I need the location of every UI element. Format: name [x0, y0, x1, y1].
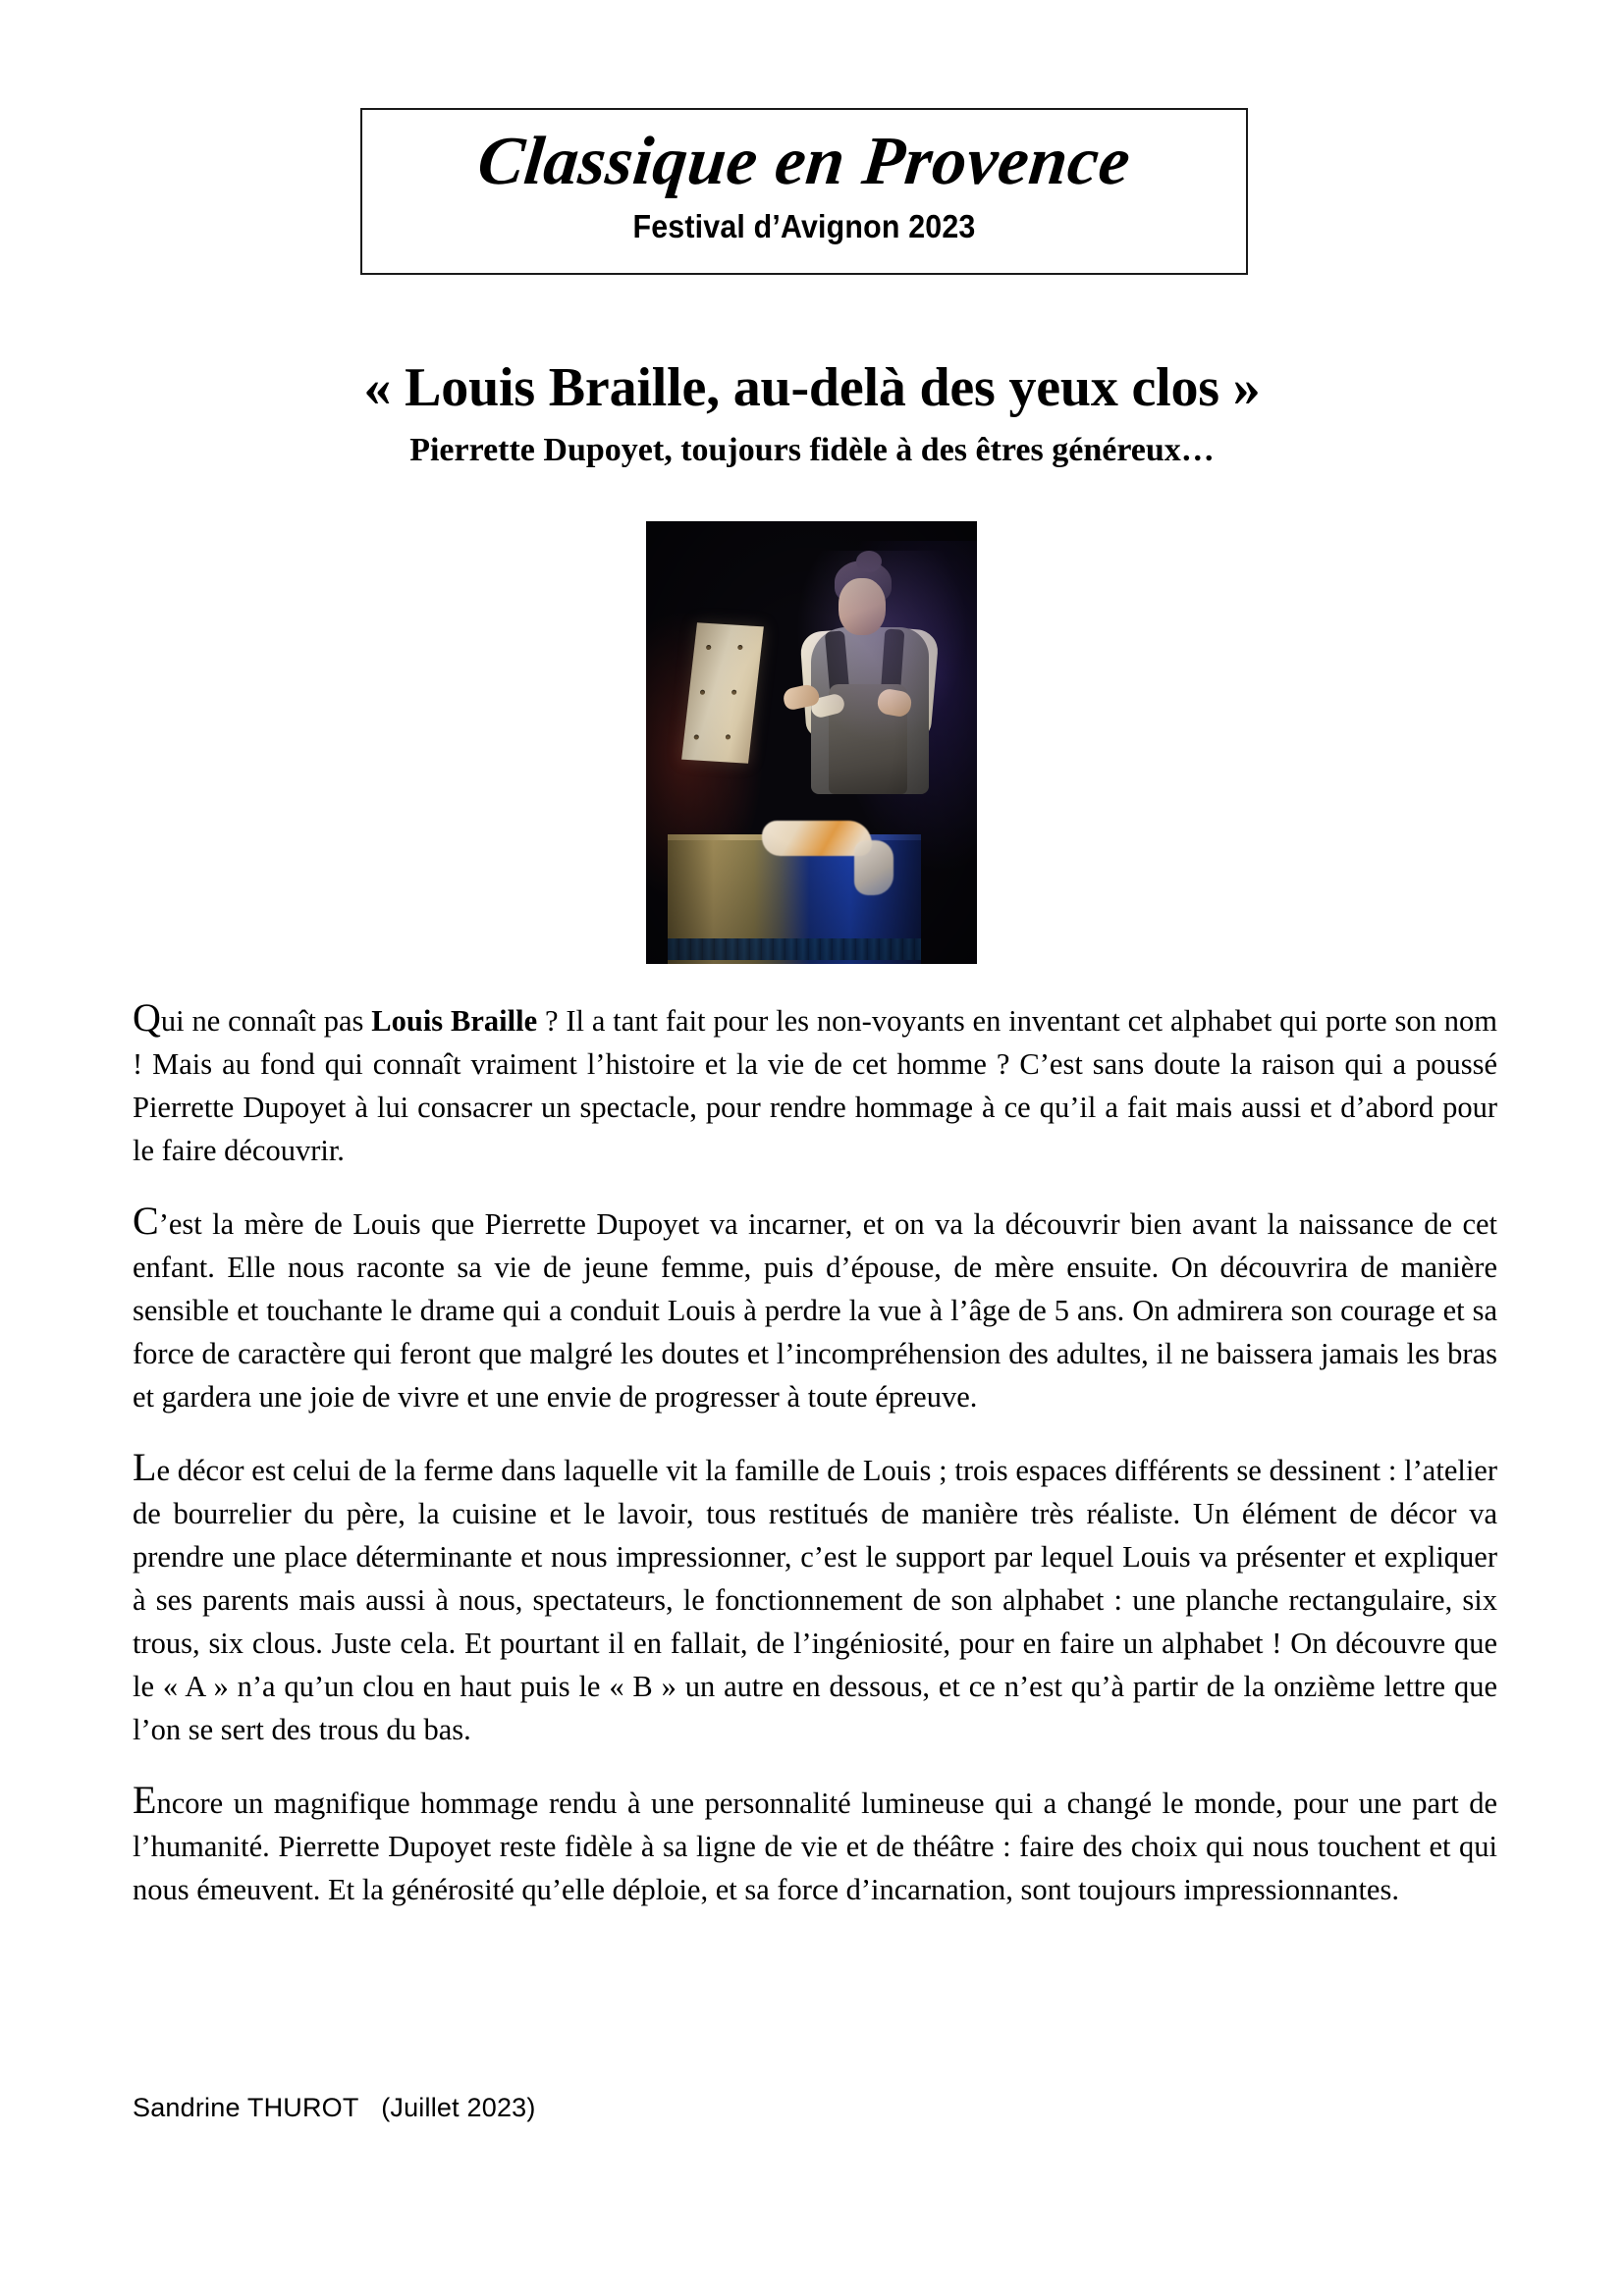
- plank-hole: [737, 645, 743, 650]
- paragraph-text: ncore un magnifique hommage rendu à une personnalité lumineuse qui a changé le monde, pour une part de l’humanité. Pierrette Dupoyet reste fidèle à sa ligne de vie et de théâtre : faire des choix qui nous touchent et qui nous émeuvent. Et la générosité qu’elle déploie, et sa force d’incarnation, sont toujours impressionnantes.: [133, 1787, 1497, 1906]
- article-paragraph: [133, 995, 1497, 1172]
- article-paragraph: [133, 1778, 1497, 1911]
- festival-brand-subtitle: Festival d’Avignon 2023: [632, 208, 976, 244]
- article-body: [133, 995, 1497, 1942]
- photo-canvas: [646, 521, 977, 964]
- paragraph-text: ’est la mère de Louis que Pierrette Dupoyet va incarner, et on va la découvrir bien avant la naissance de cet enfant. Elle nous raconte sa vie de jeune femme, puis d’épouse, de mère ensuite. On découvrira de manière sensible et touchante le drame qui a conduit Louis à perdre la vue à l’âge de 5 ans. On admirera son courage et sa force de caractère qui feront que malgré les doutes et l’incompréhension des adultes, il ne baissera jamais les bras et gardera une joie de vivre et une envie de progresser à toute épreuve.: [133, 1207, 1497, 1414]
- plank-hole: [706, 645, 712, 650]
- festival-header-box: [360, 108, 1248, 275]
- plank-hole: [693, 734, 699, 739]
- article-signature: Sandrine THUROT (Juillet 2023): [133, 2093, 536, 2122]
- article-subtitle: Pierrette Dupoyet, toujours fidèle à des êtres généreux…: [409, 432, 1215, 468]
- plank-hole: [700, 690, 706, 695]
- paragraph-initial-cap: Q: [133, 995, 161, 1040]
- plank-hole: [731, 690, 737, 695]
- paragraph-text: e décor est celui de la ferme dans laquelle vit la famille de Louis ; trois espaces différents se dessinent : l’atelier de bourrelier du père, la cuisine et le lavoir, tous restitués de manière très réaliste. Un élément de décor va prendre une place déterminante et nous impressionner, c’est le support par lequel Louis va présenter et expliquer à ses parents mais aussi à nous, spectateurs, le fonctionnement de son alphabet : une planche rectangulaire, six trous, six clous. Juste cela. Et pourtant il en fallait, de l’ingéniosité, pour en faire un alphabet ! On découvre que le « A » n’a qu’un clou en haut puis le « B » un autre en dessous, et ce n’est qu’à partir de la onzième lettre que l’on se sert des trous du bas.: [133, 1454, 1497, 1746]
- festival-brand-title: Classique en Provence: [474, 124, 1134, 199]
- plank-hole: [726, 734, 731, 739]
- article-title: « Louis Braille, au-delà des yeux clos »: [363, 357, 1261, 418]
- paragraph-initial-cap: C: [133, 1199, 159, 1243]
- article-paragraph: [133, 1199, 1497, 1418]
- paragraph-text: ? Il a tant fait pour les non-voyants en inventant cet alphabet qui porte son nom ! Mais au fond qui connaît vraiment l’histoire et la vie de cet homme ? C’est sans doute la raison qui a poussé Pierrette Dupoyet à lui consacrer un spectacle, pour rendre hommage à ce qu’il a fait mais aussi et d’abord pour le faire découvrir.: [133, 1004, 1497, 1167]
- article-paragraph: [133, 1445, 1497, 1751]
- performer-face: [839, 578, 886, 635]
- paragraph-initial-cap: L: [133, 1445, 157, 1489]
- emphasized-term: Louis Braille: [371, 1004, 538, 1038]
- paragraph-text: ui ne connaît pas: [160, 1004, 372, 1038]
- paragraph-initial-cap: E: [133, 1778, 157, 1822]
- stage-photograph: [646, 521, 977, 964]
- linen-prop-secondary: [854, 840, 893, 895]
- performer-hair-bun: [856, 551, 882, 572]
- table-cloth-trim: [668, 938, 921, 960]
